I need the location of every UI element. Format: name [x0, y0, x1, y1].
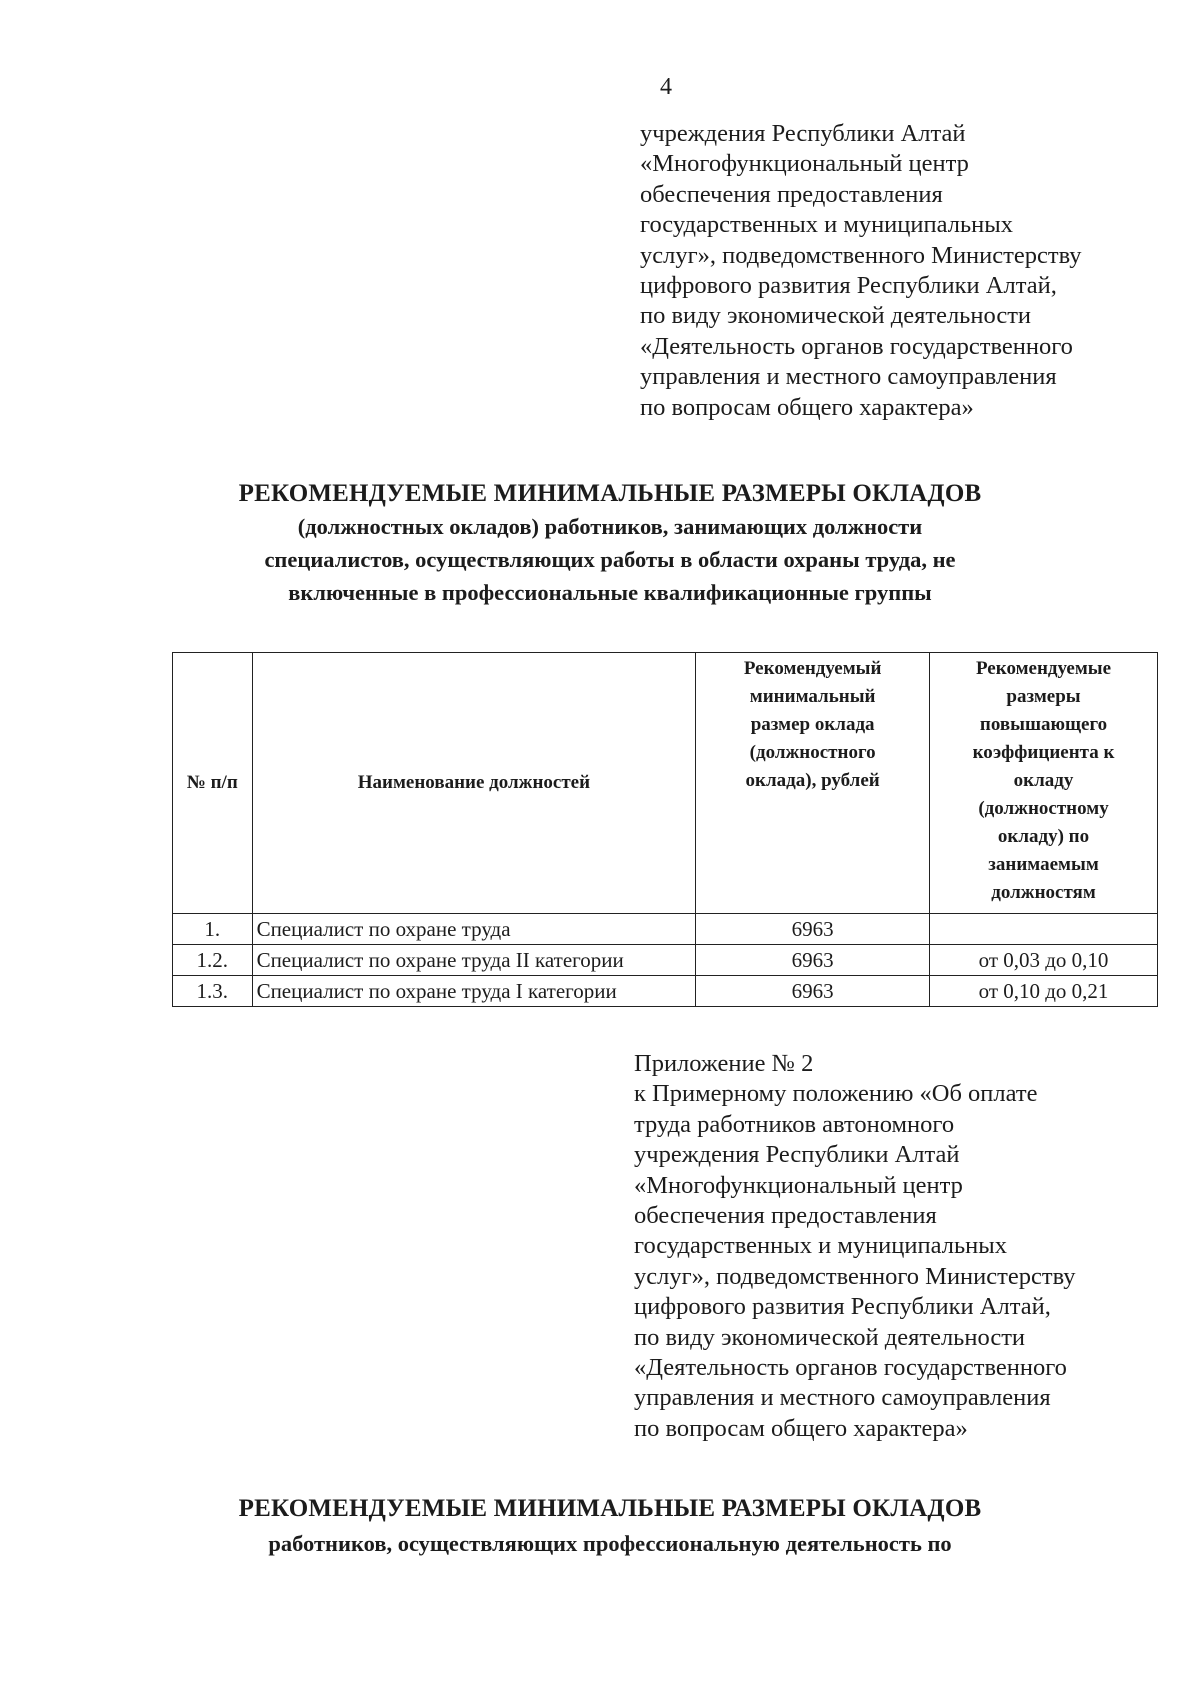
appendix-2-line: к Примерному положению «Об оплате: [634, 1080, 1038, 1108]
appendix-2-line: обеспечения предоставления: [634, 1202, 937, 1230]
heading-1-line: (должностных окладов) работников, занимающих должности: [297, 514, 923, 539]
appendix-1-line: «Многофункциональный центр: [640, 150, 969, 178]
heading-1-line: включенные в профессиональные квалификационные группы: [288, 580, 932, 605]
appendix-2-line: цифрового развития Республики Алтай,: [634, 1293, 1051, 1321]
heading-2-line: работников, осуществляющих профессиональную деятельность по: [268, 1531, 952, 1556]
appendix-1-line: «Деятельность органов государственного: [640, 332, 1073, 360]
row-salary: 6963: [696, 945, 930, 976]
row-coef: [930, 914, 1158, 945]
header-salary-line: оклада), рублей: [745, 770, 880, 791]
header-name: Наименование должностей: [252, 653, 696, 914]
appendix-1-line: управления и местного самоуправления: [640, 363, 1057, 391]
salary-table: [172, 652, 1158, 1007]
header-salary-line: (должностного: [749, 742, 876, 763]
header-num: № п/п: [173, 653, 253, 914]
appendix-2-line: управления и местного самоуправления: [634, 1384, 1051, 1412]
row-coef: от 0,10 до 0,21: [930, 976, 1158, 1007]
row-num: 1.: [173, 914, 253, 945]
appendix-2-header: [634, 1049, 1076, 1444]
appendix-2-line: услуг», подведомственного Министерству: [634, 1262, 1076, 1290]
table-header-row: [173, 653, 1158, 914]
appendix-2-line: государственных и муниципальных: [634, 1232, 1007, 1260]
appendix-2-line: по вопросам общего характера»: [634, 1414, 968, 1442]
row-num: 1.3.: [173, 976, 253, 1007]
page-number: 4: [660, 74, 672, 100]
appendix-1-line: обеспечения предоставления: [640, 180, 943, 208]
header-coef-line: окладу) по: [997, 826, 1090, 847]
row-name: Специалист по охране труда I категории: [252, 976, 696, 1007]
row-coef: от 0,03 до 0,10: [930, 945, 1158, 976]
heading-1-line: специалистов, осуществляющих работы в области охраны труда, не: [264, 547, 956, 572]
row-salary: 6963: [696, 914, 930, 945]
header-coef-line: должностям: [991, 882, 1096, 903]
row-salary: 6963: [696, 976, 930, 1007]
header-coef-line: (должностному: [978, 798, 1109, 819]
appendix-1-line: государственных и муниципальных: [640, 211, 1013, 239]
header-coef-line: окладу: [1013, 770, 1074, 791]
heading-1-caps: РЕКОМЕНДУЕМЫЕ МИНИМАЛЬНЫЕ РАЗМЕРЫ ОКЛАДОВ: [238, 480, 982, 507]
header-coef-line: повышающего: [979, 714, 1108, 735]
header-salary-line: минимальный: [749, 686, 876, 707]
heading-2-caps: РЕКОМЕНДУЕМЫЕ МИНИМАЛЬНЫЕ РАЗМЕРЫ ОКЛАДОВ: [238, 1495, 982, 1522]
section-heading-2: [150, 1491, 1070, 1561]
appendix-1-line: учреждения Республики Алтай: [640, 120, 966, 147]
appendix-2-line: «Многофункциональный центр: [634, 1171, 963, 1199]
row-num: 1.2.: [173, 945, 253, 976]
appendix-1-line: услуг», подведомственного Министерству: [640, 241, 1082, 269]
table-row: [173, 976, 1158, 1007]
header-coef: [930, 653, 1158, 914]
table-row: [173, 914, 1158, 945]
appendix-2-line: труда работников автономного: [634, 1110, 955, 1138]
row-name: Специалист по охране труда II категории: [252, 945, 696, 976]
header-salary-line: Рекомендуемый: [743, 658, 882, 679]
section-heading-1: [150, 477, 1070, 609]
header-salary: [696, 653, 930, 914]
appendix-2-line: Приложение № 2: [634, 1050, 814, 1077]
row-name: Специалист по охране труда: [252, 914, 696, 945]
header-coef-line: размеры: [1006, 686, 1081, 707]
appendix-1-line: цифрового развития Республики Алтай,: [640, 272, 1057, 300]
header-coef-line: Рекомендуемые: [975, 658, 1112, 679]
header-salary-line: размер оклада: [750, 714, 875, 735]
table-row: [173, 945, 1158, 976]
appendix-2-line: «Деятельность органов государственного: [634, 1354, 1067, 1382]
header-coef-line: коэффициента к: [972, 742, 1115, 763]
appendix-1-header: [640, 119, 1082, 423]
appendix-2-line: по виду экономической деятельности: [634, 1323, 1026, 1351]
appendix-1-line: по виду экономической деятельности: [640, 302, 1032, 330]
header-coef-line: занимаемым: [988, 854, 1099, 875]
appendix-2-line: учреждения Республики Алтай: [634, 1141, 960, 1169]
appendix-1-line: по вопросам общего характера»: [640, 393, 974, 421]
